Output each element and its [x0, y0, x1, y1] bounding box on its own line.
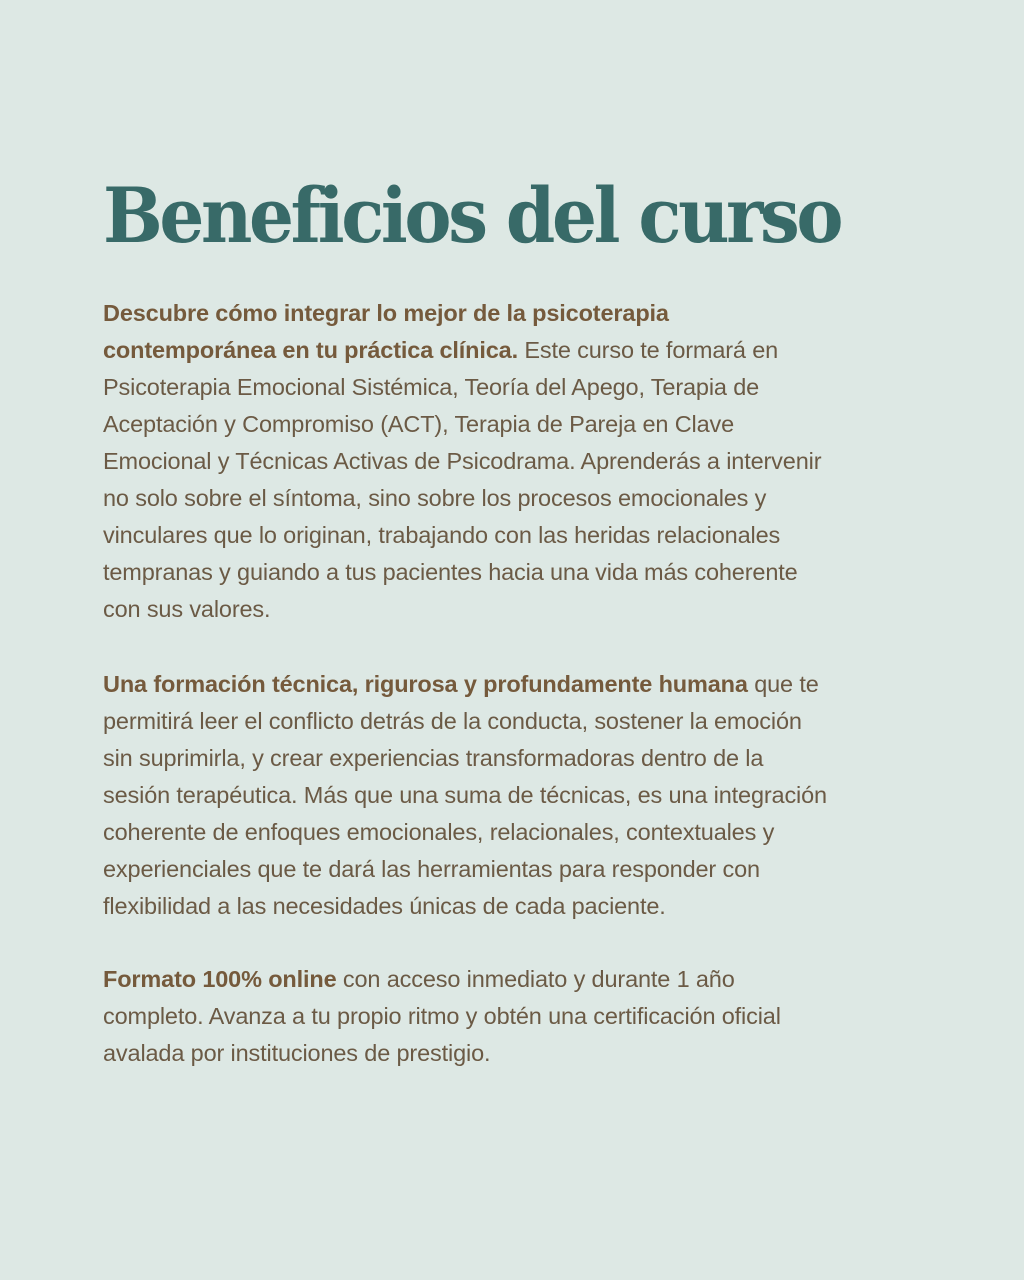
- text-line: [103, 591, 821, 628]
- bold-lead: Formato 100% online: [103, 966, 337, 992]
- bold-lead: Descubre cómo integrar lo mejor de la psicoterapia: [103, 300, 669, 326]
- text-line: [103, 295, 821, 332]
- text-line: [103, 888, 827, 925]
- text-line: [103, 332, 821, 369]
- text-line: [103, 443, 821, 480]
- page-title: Beneficios del curso: [103, 171, 841, 260]
- line-text: sin suprimirla, y crear experiencias transformadoras dentro de la: [103, 745, 764, 771]
- line-text: flexibilidad a las necesidades únicas de cada paciente.: [103, 893, 666, 919]
- line-text: Este curso te formará en: [517, 337, 779, 363]
- line-text: Aceptación y Compromiso (ACT), Terapia de Pareja en Clave: [103, 411, 735, 437]
- text-line: [103, 480, 821, 517]
- text-line: [103, 703, 827, 740]
- line-text: permitirá leer el conflicto detrás de la conducta, sostener la emoción: [103, 708, 802, 734]
- text-line: [103, 406, 821, 443]
- line-text: con sus valores.: [103, 596, 271, 622]
- bold-lead: Una formación técnica, rigurosa y profundamente humana: [103, 671, 748, 697]
- line-text: sesión terapéutica. Más que una suma de técnicas, es una integración: [103, 782, 827, 808]
- line-text: completo. Avanza a tu propio ritmo y obtén una certificación oficial: [103, 1003, 781, 1029]
- text-line: [103, 740, 827, 777]
- line-text: con acceso inmediato y durante 1 año: [336, 966, 735, 992]
- text-line: [103, 1035, 781, 1072]
- line-text: avalada por instituciones de prestigio.: [103, 1040, 491, 1066]
- line-text: no solo sobre el síntoma, sino sobre los procesos emocionales y: [103, 485, 767, 511]
- paragraph-formacion: [103, 666, 827, 925]
- text-line: [103, 814, 827, 851]
- text-line: [103, 554, 821, 591]
- text-line: [103, 961, 781, 998]
- line-text: experienciales que te dará las herramientas para responder con: [103, 856, 760, 882]
- text-line: [103, 998, 781, 1035]
- text-line: [103, 517, 821, 554]
- paragraph-formato: [103, 961, 781, 1072]
- line-text: tempranas y guiando a tus pacientes hacia una vida más coherente: [103, 559, 798, 585]
- bold-lead: contemporánea en tu práctica clínica.: [103, 337, 518, 363]
- line-text: coherente de enfoques emocionales, relacionales, contextuales y: [103, 819, 775, 845]
- text-line: [103, 369, 821, 406]
- line-text: que te: [747, 671, 819, 697]
- text-line: [103, 666, 827, 703]
- text-line: [103, 777, 827, 814]
- paragraph-integracion: [103, 295, 821, 628]
- text-line: [103, 851, 827, 888]
- line-text: Psicoterapia Emocional Sistémica, Teoría del Apego, Terapia de: [103, 374, 760, 400]
- line-text: Emocional y Técnicas Activas de Psicodrama. Aprenderás a intervenir: [103, 448, 822, 474]
- line-text: vinculares que lo originan, trabajando con las heridas relacionales: [103, 522, 781, 548]
